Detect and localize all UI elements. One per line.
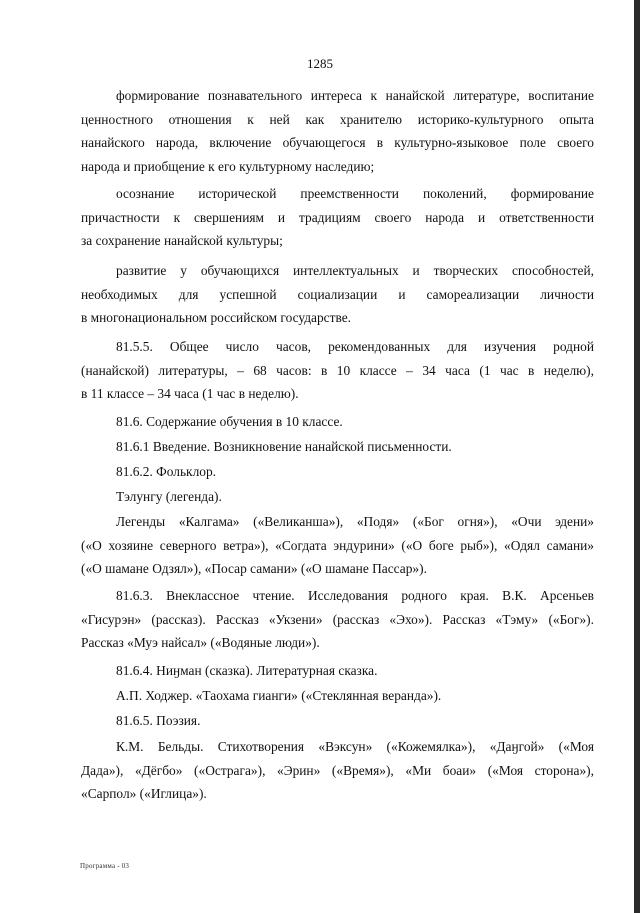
text-line: 81.6.2. Фольклор. xyxy=(116,464,216,479)
text-line: «Сарпол» («Иглица»). xyxy=(81,786,207,801)
paragraph xyxy=(81,709,594,733)
paragraph xyxy=(81,584,594,655)
text-line: развитие у обучающихся интеллектуальных и творческих способностей, xyxy=(116,263,594,278)
text-line: («О шамане Одзял»), «Посар самани» («О шамане Пассар»). xyxy=(81,561,427,576)
text-line: 81.6.3. Внеклассное чтение. Исследования родного края. В.К. Арсеньев xyxy=(116,588,594,603)
text-line: А.П. Ходжер. «Таохама гианги» («Стеклянная веранда»). xyxy=(116,688,442,703)
paragraph xyxy=(81,684,594,708)
text-line: необходимых для успешной социализации и самореализации личности xyxy=(81,286,594,302)
text-line: 81.6.5. Поэзия. xyxy=(116,713,201,728)
text-line: Рассказ «Муэ найсал» («Водяные люди»). xyxy=(81,635,320,650)
text-line: К.М. Бельды. Стихотворения «Вэксун» («Кожемялка»), «Даӈгой» («Моя xyxy=(116,739,594,754)
text-line: за сохранение нанайской культуры; xyxy=(81,233,283,248)
scan-edge xyxy=(631,0,640,913)
text-line: Дада»), «Дёгбо» («Острага»), «Эрин» («Время»), «Ми боаи» («Моя сторона»), xyxy=(81,762,594,778)
paragraph xyxy=(81,435,594,459)
text-line: в многонациональном российском государстве. xyxy=(81,310,352,325)
paragraph xyxy=(81,659,594,683)
page-number: 1285 xyxy=(307,56,333,71)
text-line: формирование познавательного интереса к нанайской литературе, воспитание xyxy=(116,88,594,103)
text-line: Легенды «Калгама» («Великанша»), «Подя» («Бог огня»), «Очи эдени» xyxy=(116,514,594,529)
text-line: нанайского народа, включение обучающегося в культурно-языковое поле своего xyxy=(81,135,594,150)
text-line: 81.6.4. Ниӈман (сказка). Литературная сказка. xyxy=(116,663,378,678)
text-line: («О хозяине северного ветра»), «Согдата эндурини» («О боге рыб»), «Одял самани» xyxy=(81,537,594,553)
footer-note: Программа - 03 xyxy=(80,862,130,870)
paragraph xyxy=(81,84,594,178)
text-line: 81.6. Содержание обучения в 10 классе. xyxy=(116,414,343,429)
text-line: 81.5.5. Общее число часов, рекомендованных для изучения родной xyxy=(116,339,594,354)
text-line: 81.6.1 Введение. Возникновение нанайской письменности. xyxy=(116,439,452,454)
paragraph xyxy=(81,460,594,484)
text-line: (нанайской) литературы, – 68 часов: в 10 классе – 34 часа (1 час в неделю), xyxy=(81,362,594,378)
text-line: причастности к свершениям и традициям своего народа и ответственности xyxy=(81,209,594,225)
text-line: в 11 классе – 34 часа (1 час в неделю). xyxy=(81,386,299,401)
text-line: осознание исторической преемственности поколений, формирование xyxy=(116,186,594,201)
paragraph xyxy=(81,510,594,581)
paragraph xyxy=(81,485,594,509)
text-line: народа и приобщение к его культурному наследию; xyxy=(81,158,375,174)
text-line: Тэлунгу (легенда). xyxy=(116,489,222,504)
paragraph xyxy=(81,335,594,406)
text-line: ценностного отношения к ней как хранителю историко-культурного опыта xyxy=(81,111,594,127)
paragraph xyxy=(81,410,594,434)
paragraph xyxy=(81,735,594,806)
paragraph xyxy=(81,182,594,253)
paragraph xyxy=(81,259,594,330)
text-line: «Гисурэн» (рассказ). Рассказ «Укзени» (рассказ «Эхо»). Рассказ «Тэму» («Бог»). xyxy=(81,611,594,627)
